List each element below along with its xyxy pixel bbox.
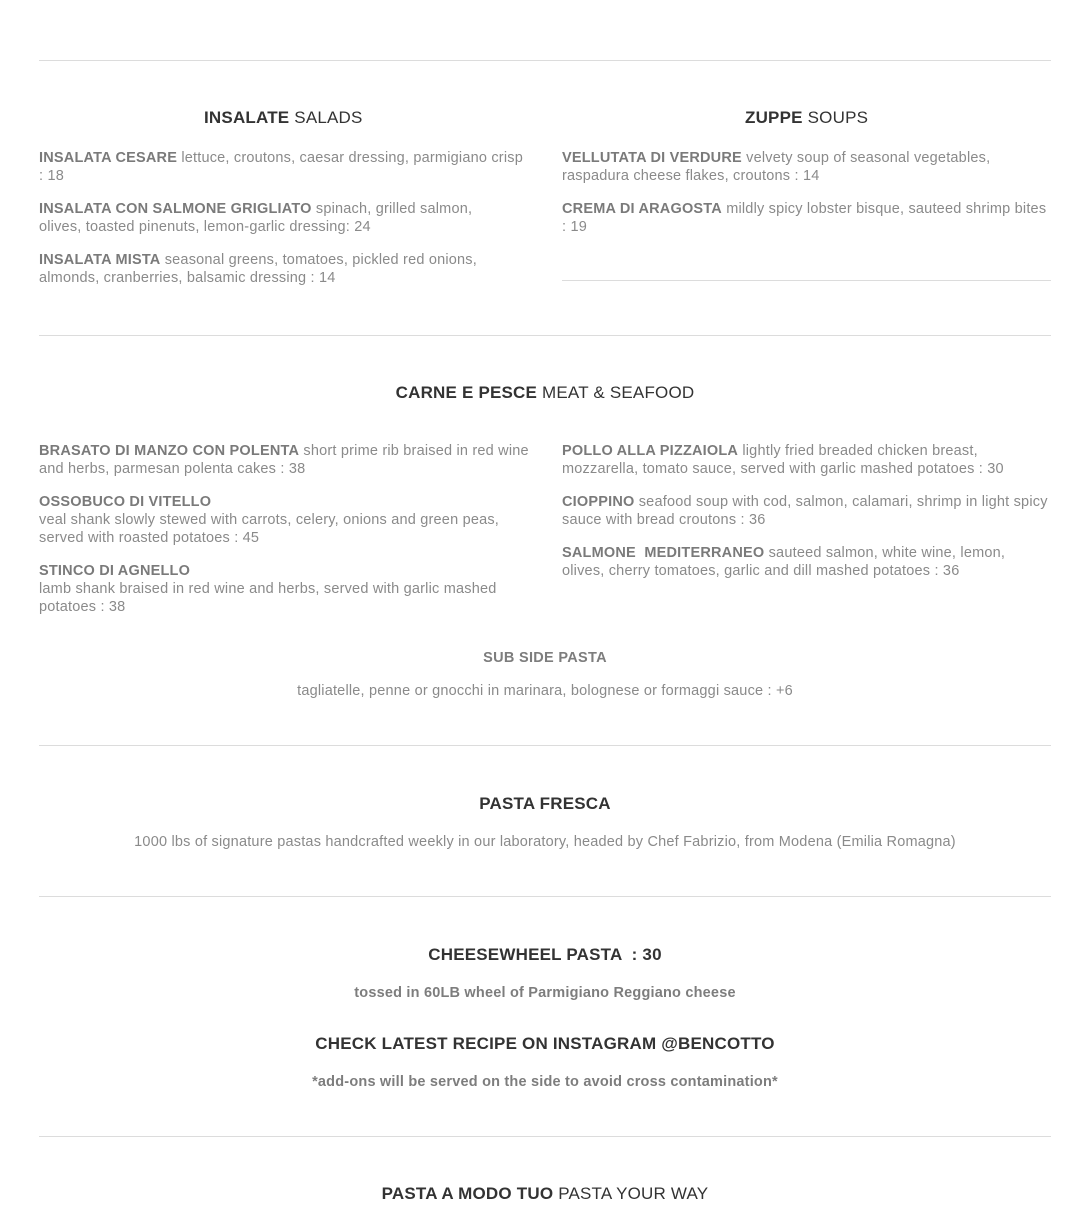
item-desc: sauteed salmon, white wine, lemon, olives, cherry tomatoes, garlic and dill mashed potatoes : 36 xyxy=(562,545,1006,579)
instagram-callout: CHECK LATEST RECIPE ON INSTAGRAM @BENCOTTO xyxy=(315,1034,775,1053)
divider xyxy=(39,1136,1051,1137)
cheesewheel-desc: tossed in 60LB wheel of Parmigiano Reggiano cheese xyxy=(354,985,736,1001)
item-name: SALMONE MEDITERRANEO xyxy=(562,545,765,561)
item-name: CREMA DI ARAGOSTA xyxy=(562,201,722,217)
divider xyxy=(39,896,1051,897)
menu-item-pollo xyxy=(562,442,1051,478)
pasta-fresca-heading: PASTA FRESCA xyxy=(479,794,611,813)
sub-side-pasta-desc: tagliatelle, penne or gnocchi in marinara, bolognese or formaggi sauce : +6 xyxy=(297,683,793,699)
menu-item-insalata-salmone xyxy=(39,200,509,236)
divider xyxy=(39,60,1051,61)
divider xyxy=(39,745,1051,746)
menu-item-cioppino xyxy=(562,493,1051,529)
divider xyxy=(39,335,1051,336)
item-name: CIOPPINO xyxy=(562,494,635,510)
item-name: POLLO ALLA PIZZAIOLA xyxy=(562,443,739,459)
item-desc: short prime rib braised in red wine and herbs, parmesan polenta cakes : 38 xyxy=(39,443,529,477)
item-desc: mildly spicy lobster bisque, sauteed shrimp bites : 19 xyxy=(562,201,1047,235)
menu-item-ossobuco xyxy=(39,493,519,547)
item-name: INSALATA CON SALMONE GRIGLIATO xyxy=(39,201,312,217)
add-ons-note: *add-ons will be served on the side to avoid cross contamination* xyxy=(312,1074,778,1090)
salads-heading: INSALATE SALADS xyxy=(204,108,363,127)
menu-item-stinco xyxy=(39,562,499,616)
menu-item-insalata-cesare xyxy=(39,149,529,185)
menu-item-crema-aragosta xyxy=(562,200,1051,236)
pasta-your-way-heading: PASTA A MODO TUO PASTA YOUR WAY xyxy=(381,1184,709,1203)
sub-side-pasta-title: SUB SIDE PASTA xyxy=(483,650,607,666)
item-name: INSALATA MISTA xyxy=(39,252,161,268)
pasta-fresca-desc: 1000 lbs of signature pastas handcrafted weekly in our laboratory, headed by Chef Fabrizio, from Modena (Emilia Romagna) xyxy=(134,834,956,850)
cheesewheel-heading: CHEESEWHEEL PASTA : 30 xyxy=(428,945,662,964)
item-desc: spinach, grilled salmon, olives, toasted pinenuts, lemon-garlic dressing: 24 xyxy=(39,201,473,235)
item-desc: veal shank slowly stewed with carrots, celery, onions and green peas, served with roasted potatoes : 45 xyxy=(39,512,500,546)
item-desc: velvety soup of seasonal vegetables, raspadura cheese flakes, croutons : 14 xyxy=(562,150,991,184)
meat-seafood-heading: CARNE E PESCE MEAT & SEAFOOD xyxy=(395,383,695,402)
menu-item-salmone xyxy=(562,544,1042,580)
menu-item-brasato xyxy=(39,442,529,478)
item-desc: lightly fried breaded chicken breast, mozzarella, tomato sauce, served with garlic mashed potatoes : 30 xyxy=(562,443,1004,477)
item-desc: lettuce, croutons, caesar dressing, parmigiano crisp : 18 xyxy=(39,150,523,184)
item-desc: seafood soup with cod, salmon, calamari, shrimp in light spicy sauce with bread croutons : 36 xyxy=(562,494,1048,528)
item-desc: lamb shank braised in red wine and herbs, served with garlic mashed potatoes : 38 xyxy=(39,581,497,615)
menu-item-insalata-mista xyxy=(39,251,529,287)
menu-item-vellutata xyxy=(562,149,1032,185)
item-name: STINCO DI AGNELLO xyxy=(39,563,191,579)
item-name: BRASATO DI MANZO CON POLENTA xyxy=(39,443,300,459)
item-name: VELLUTATA DI VERDURE xyxy=(562,150,742,166)
item-name: OSSOBUCO DI VITELLO xyxy=(39,494,212,510)
item-name: INSALATA CESARE xyxy=(39,150,178,166)
soups-heading: ZUPPE SOUPS xyxy=(745,108,869,127)
item-desc: seasonal greens, tomatoes, pickled red onions, almonds, cranberries, balsamic dressing : 14 xyxy=(39,252,477,286)
divider xyxy=(562,280,1051,281)
